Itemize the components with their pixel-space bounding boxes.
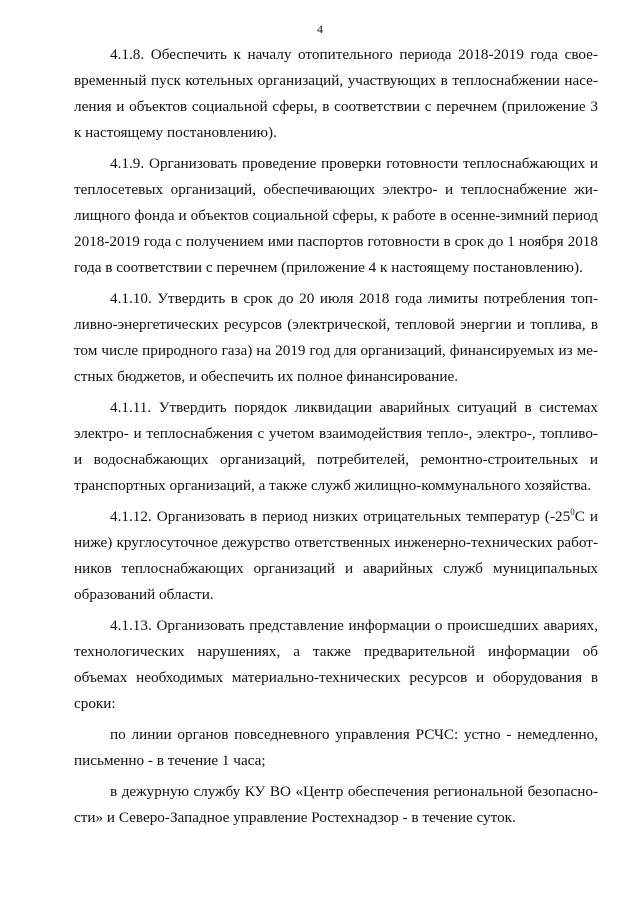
- paragraph-duty-service-reporting: в дежурную службу КУ ВО «Центр обеспечения региональной безопасности» и Северо-Западное управление Ростехнадзор - в течение суток.: [74, 783, 598, 826]
- paragraph-rschs-reporting: по линии органов повседневного управления РСЧС: устно - немедленно, письменно - в течение 1 часа;: [74, 726, 598, 769]
- degree-superscript: 0: [570, 506, 575, 517]
- paragraph-4-1-10: 4.1.10. Утвердить в срок до 20 июля 2018 года лимиты потребления топливно-энергетических ресурсов (электрической, тепловой энергии и топлива, в том числе природного газа) на 2019 год для организаций, финансируемых из местных бюджетов, и обеспечить их полное финансирование.: [74, 290, 598, 385]
- paragraph-4-1-12-text-end: С и ниже) круглосуточное дежурство ответственных инженерно-технических работников теплоснабжающих организаций и аварийных служб муниципальных образований области.: [74, 508, 598, 603]
- paragraph-4-1-13: 4.1.13. Организовать представление информации о происшедших авариях, технологических нарушениях, а также предварительной информации об объемах необходимых материально-технических ресурсов и оборудования в сроки:: [74, 617, 598, 712]
- page-number: 4: [317, 22, 323, 36]
- paragraph-4-1-12: [74, 504, 598, 608]
- document-body: [74, 42, 598, 836]
- paragraph-4-1-9: 4.1.9. Организовать проведение проверки готовности теплоснабжающих и теплосетевых организаций, обеспечивающих электро- и теплоснабжение жилищного фонда и объектов социальной сферы, к работе в осенне-зимний период 2018-2019 года с получением ими паспортов готовности в срок до 1 ноября 2018 года в соответствии с перечнем (приложение 4 к настоящему постановлению).: [74, 155, 598, 276]
- paragraph-4-1-11: 4.1.11. Утвердить порядок ликвидации аварийных ситуаций в системах электро- и теплоснабжения с учетом взаимодействия тепло-, электро-, топливо- и водоснабжающих организаций, потребителей, ремонтно-строительных и транспортных организаций, а также служб жилищно-коммунального хозяйства.: [74, 399, 598, 494]
- paragraph-4-1-12-text-start: 4.1.12. Организовать в период низких отрицательных температур (-25: [110, 508, 571, 525]
- paragraph-4-1-8: 4.1.8. Обеспечить к началу отопительного периода 2018-2019 года своевременный пуск котельных организаций, участвующих в теплоснабжении населения и объектов социальной сферы, в соответствии с перечнем (приложение 3 к настоящему постановлению).: [74, 46, 598, 141]
